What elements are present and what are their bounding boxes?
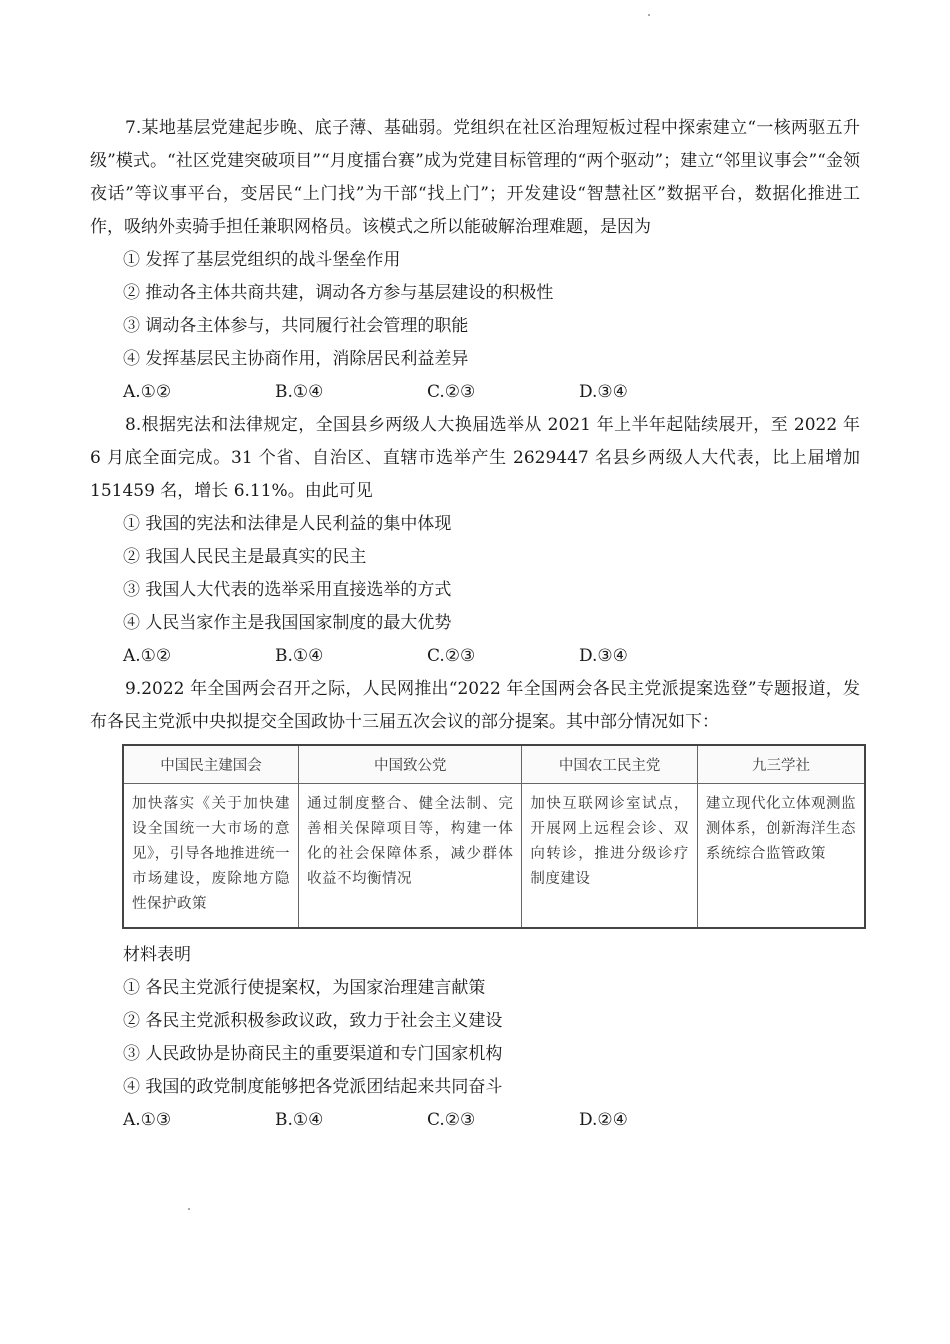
question-8-option-2: ② 我国人民民主是最真实的民主 [123, 547, 367, 567]
table-header-cell: 中国致公党 [299, 745, 522, 784]
choice-c: C.②③ [427, 382, 476, 402]
question-9-option-4: ④ 我国的政党制度能够把各党派团结起来共同奋斗 [123, 1077, 503, 1097]
table-header-cell: 中国民主建国会 [123, 745, 299, 784]
choice-b: B.①④ [275, 1110, 324, 1130]
question-9-lead: 材料表明 [123, 945, 191, 965]
question-7-choices [90, 376, 860, 409]
table-header-cell: 中国农工民主党 [522, 745, 698, 784]
question-7-option-1: ① 发挥了基层党组织的战斗堡垒作用 [123, 250, 401, 270]
question-8 [90, 409, 860, 673]
table-row [123, 784, 865, 929]
scan-speck [188, 1208, 190, 1210]
choice-d: D.③④ [579, 646, 628, 666]
question-7-option-3: ③ 调动各主体参与，共同履行社会管理的职能 [123, 316, 469, 336]
choice-c: C.②③ [427, 1110, 476, 1130]
question-7 [90, 112, 860, 409]
proposal-table [122, 744, 866, 929]
table-cell: 加快互联网诊室试点，开展网上远程会诊、双向转诊，推进分级诊疗制度建设 [522, 784, 698, 929]
question-9-stem: 9.2022 年全国两会召开之际，人民网推出“2022 年全国两会各民主党派提案选登”专题报道，发布各民主党派中央拟提交全国政协十三届五次会议的部分提案。其中部分情况如下： [90, 679, 860, 732]
exam-page [90, 112, 860, 1137]
question-8-option-4: ④ 人民当家作主是我国国家制度的最大优势 [123, 613, 452, 633]
choice-d: D.③④ [579, 382, 628, 402]
choice-b: B.①④ [275, 382, 324, 402]
question-9-option-1: ① 各民主党派行使提案权，为国家治理建言献策 [123, 978, 486, 998]
question-8-option-3: ③ 我国人大代表的选举采用直接选举的方式 [123, 580, 452, 600]
question-7-option-4: ④ 发挥基层民主协商作用，消除居民利益差异 [123, 349, 469, 369]
choice-d: D.②④ [579, 1110, 628, 1130]
question-8-choices [90, 640, 860, 673]
choice-b: B.①④ [275, 646, 324, 666]
table-header-cell: 九三学社 [697, 745, 865, 784]
scan-speck [648, 14, 650, 16]
choice-a: A.①③ [123, 1110, 172, 1130]
table-cell: 加快落实《关于加快建设全国统一大市场的意见》，引导各地推进统一市场建设，废除地方隐性保护政策 [123, 784, 299, 929]
question-9-choices [90, 1104, 860, 1137]
choice-a: A.①② [123, 382, 172, 402]
table-cell: 建立现代化立体观测监测体系，创新海洋生态系统综合监管政策 [697, 784, 865, 929]
question-8-option-1: ① 我国的宪法和法律是人民利益的集中体现 [123, 514, 452, 534]
question-9-option-3: ③ 人民政协是协商民主的重要渠道和专门国家机构 [123, 1044, 503, 1064]
choice-a: A.①② [123, 646, 172, 666]
table-header-row [123, 745, 865, 784]
question-7-stem: 7.某地基层党建起步晚、底子薄、基础弱。党组织在社区治理短板过程中探索建立“一核两驱五升级”模式。“社区党建突破项目”“月度擂台赛”成为党建目标管理的“两个驱动”；建立“邻里议事会”“金领夜话”等议事平台，变居民“上门找”为干部“找上门”；开发建设“智慧社区”数据平台，数据化推进工作，吸纳外卖骑手担任兼职网格员。该模式之所以能破解治理难题，是因为 [90, 118, 860, 237]
question-9-option-2: ② 各民主党派积极参政议政，致力于社会主义建设 [123, 1011, 503, 1031]
question-8-stem: 8.根据宪法和法律规定，全国县乡两级人大换届选举从 2021 年上半年起陆续展开，至 2022 年 6 月底全面完成。31 个省、自治区、直辖市选举产生 2629447 名县乡两级人大代表，比上届增加 151459 名，增长 6.11%。由此可见 [90, 415, 860, 501]
question-9 [90, 673, 860, 1137]
table-cell: 通过制度整合、健全法制、完善相关保障项目等，构建一体化的社会保障体系，减少群体收益不均衡情况 [299, 784, 522, 929]
choice-c: C.②③ [427, 646, 476, 666]
question-7-option-2: ② 推动各主体共商共建，调动各方参与基层建设的积极性 [123, 283, 554, 303]
